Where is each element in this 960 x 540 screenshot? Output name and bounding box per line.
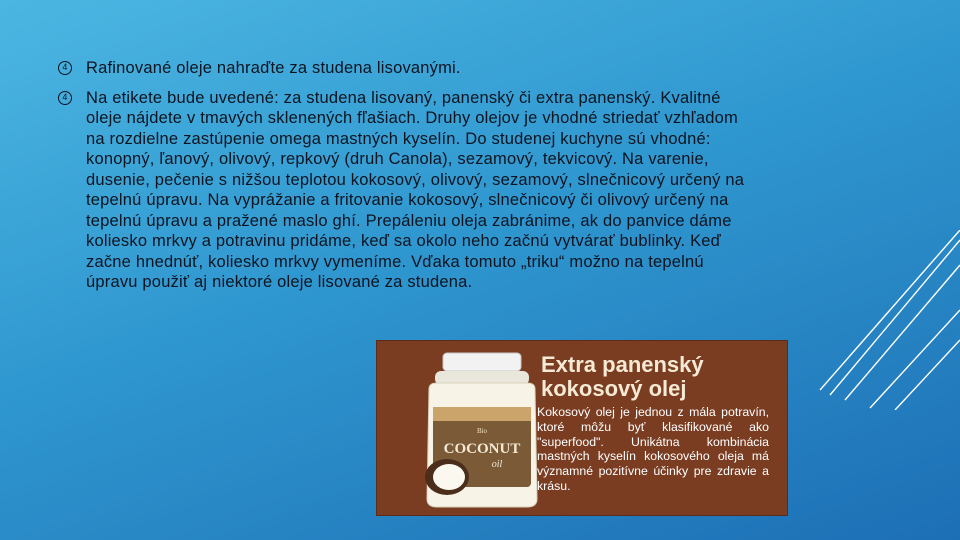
promo-title-line-2: kokosový olej xyxy=(541,376,687,401)
bullet-item xyxy=(58,88,748,293)
coconut-oil-jar-image xyxy=(413,349,551,509)
promo-description: Kokosový olej je jednou z mála potravín, ktoré môžu byť klasifikované ako "superfood". Unikátna kombinácia mastných kyselín kokosového oleja má významné pozitívne účinky pre zdravie a krásu. xyxy=(537,405,769,493)
jar-label-main: COCONUT xyxy=(443,441,521,457)
coconut-oil-promo-image xyxy=(376,340,788,516)
promo-title-line-1: Extra panenský xyxy=(541,352,704,377)
jar-label-sub: oil xyxy=(491,459,503,470)
decorative-lines xyxy=(810,230,960,410)
numbered-circle-4-icon: 4 xyxy=(58,61,72,75)
bullet-list xyxy=(58,58,748,293)
svg-text:Bio: Bio xyxy=(476,427,488,435)
promo-title xyxy=(541,353,781,401)
bullet-text: Rafinované oleje nahraďte za studena lisovanými. xyxy=(86,59,461,77)
numbered-circle-4-icon: 4 xyxy=(58,91,72,105)
bullet-text: Na etikete bude uvedené: za studena lisovaný, panenský či extra panenský. Kvalitné oleje nájdete v tmavých sklenených fľašiach. Druhy olejov je vhodné striedať vzhľadom na rozdielne zastúpenie omega mastných kyselín. Do studenej kuchyne sú vhodné: konopný, ľanový, olivový, repkový (druh Canola), sezamový, tekvicový. Na varenie, dusenie, pečenie s nižšou teplotou kokosový, olivový, sezamový, slnečnicový určený na tepelnú úpravu. Na vyprážanie a fritovanie kokosový, slnečnicový či olivový určený na tepelnú úpravu a pražené maslo ghí. Prepáleniu oleja zabránime, ak do panvice dáme koliesko mrkvy a potravinu pridáme, keď sa okolo neho začnú vytvárať bublinky. Keď začne hnednúť, koliesko mrkvy vymeníme. Vďaka tomuto „triku“ možno na tepelnú úpravu použiť aj niektoré oleje lisované za studena. xyxy=(86,88,745,291)
bullet-item xyxy=(58,58,748,79)
